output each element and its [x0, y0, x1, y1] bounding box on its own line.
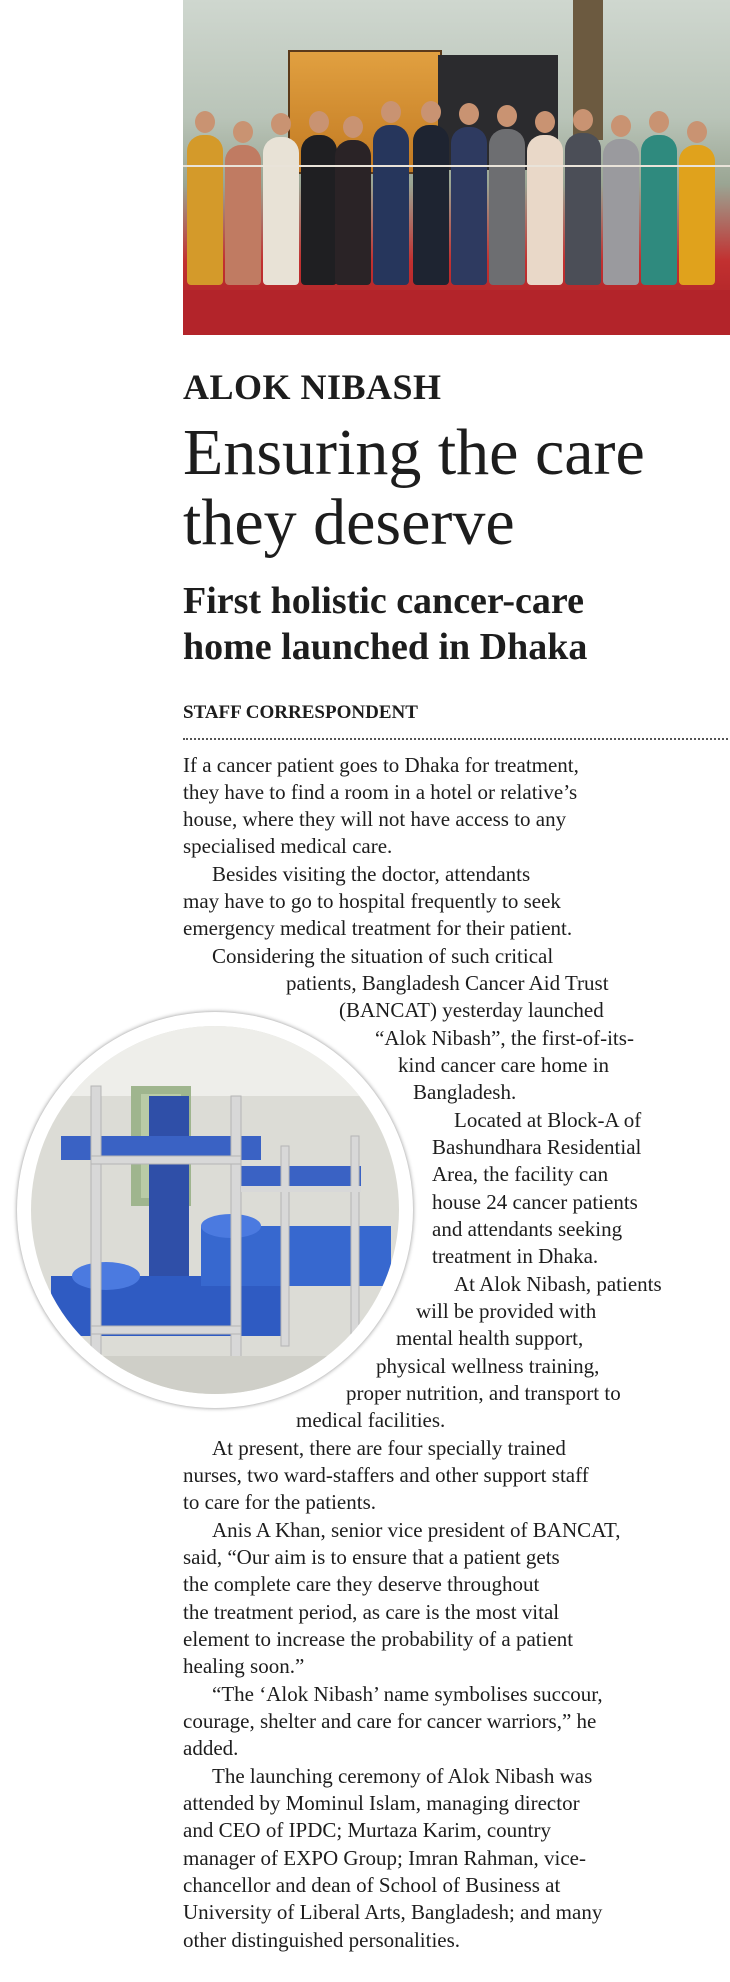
body-line: Anis A Khan, senior vice president of BANCAT, — [212, 1518, 621, 1542]
body-line: Bangladesh. — [413, 1080, 517, 1104]
body-line: house, where they will not have access to any — [183, 807, 567, 831]
headline-line: Ensuring the care — [183, 416, 645, 489]
body-line: they have to find a room in a hotel or relative’s — [183, 780, 578, 804]
body-line: Area, the facility can — [432, 1162, 609, 1186]
body-line: Bashundhara Residential — [432, 1135, 642, 1159]
body-line: “The ‘Alok Nibash’ name symbolises succour, — [212, 1682, 603, 1706]
body-line: patients, Bangladesh Cancer Aid Trust — [286, 971, 609, 995]
body-line: At Alok Nibash, patients — [454, 1272, 662, 1296]
body-line: manager of EXPO Group; Imran Rahman, vice- — [183, 1846, 586, 1870]
body-line: Considering the situation of such critical — [212, 944, 554, 968]
headline — [183, 418, 730, 558]
body-line: specialised medical care. — [183, 834, 393, 858]
body-line: treatment in Dhaka. — [432, 1244, 599, 1268]
body-line: will be provided with — [416, 1299, 597, 1323]
ribbon — [183, 165, 730, 167]
body-line: to care for the patients. — [183, 1490, 376, 1514]
body-line: house 24 cancer patients — [432, 1190, 638, 1214]
body-line: attended by Mominul Islam, managing director — [183, 1791, 580, 1815]
subhead-line: First holistic cancer-care — [183, 580, 584, 622]
body-line: If a cancer patient goes to Dhaka for treatment, — [183, 753, 579, 777]
body-line: may have to go to hospital frequently to seek — [183, 889, 561, 913]
body-line: kind cancer care home in — [398, 1053, 610, 1077]
ribbon-cutting-photo — [183, 0, 730, 335]
body-line: the complete care they deserve throughout — [183, 1572, 540, 1596]
body-line: physical wellness training, — [376, 1354, 600, 1378]
body-line: said, “Our aim is to ensure that a patient gets — [183, 1545, 560, 1569]
body-line: healing soon.” — [183, 1654, 305, 1678]
body-line: other distinguished personalities. — [183, 1928, 461, 1952]
body-line: mental health support, — [396, 1326, 584, 1350]
body-line: Located at Block-A of — [454, 1108, 642, 1132]
body-line: element to increase the probability of a patient — [183, 1627, 574, 1651]
body-line: The launching ceremony of Alok Nibash was — [212, 1764, 593, 1788]
subheadline — [183, 578, 730, 670]
bunk-beds-photo — [17, 1012, 413, 1408]
subhead-line: home launched in Dhaka — [183, 626, 588, 668]
body-line: proper nutrition, and transport to — [346, 1381, 621, 1405]
body-line: added. — [183, 1736, 239, 1760]
red-carpet — [183, 290, 730, 335]
body-line: the treatment period, as care is the most vital — [183, 1600, 560, 1624]
body-line: emergency medical treatment for their patient. — [183, 916, 573, 940]
body-line: nurses, two ward-staffers and other support staff — [183, 1463, 589, 1487]
body-line: medical facilities. — [296, 1408, 446, 1432]
body-line: University of Liberal Arts, Bangladesh; and many — [183, 1900, 603, 1924]
body-line: “Alok Nibash”, the first-of-its- — [375, 1026, 634, 1050]
kicker: ALOK NIBASH — [183, 367, 442, 407]
body-line: (BANCAT) yesterday launched — [339, 998, 604, 1022]
headline-line: they deserve — [183, 486, 515, 559]
body-line: and CEO of IPDC; Murtaza Karim, country — [183, 1818, 552, 1842]
dotted-divider — [183, 738, 728, 740]
body-line: At present, there are four specially trained — [212, 1436, 566, 1460]
body-line: courage, shelter and care for cancer warriors,” he — [183, 1709, 597, 1733]
bunk-beds-illustration — [31, 1026, 399, 1394]
people-group — [183, 85, 730, 285]
body-line: chancellor and dean of School of Business at — [183, 1873, 561, 1897]
byline: STAFF CORRESPONDENT — [183, 702, 418, 723]
body-line: and attendants seeking — [432, 1217, 623, 1241]
body-line: Besides visiting the doctor, attendants — [212, 862, 531, 886]
